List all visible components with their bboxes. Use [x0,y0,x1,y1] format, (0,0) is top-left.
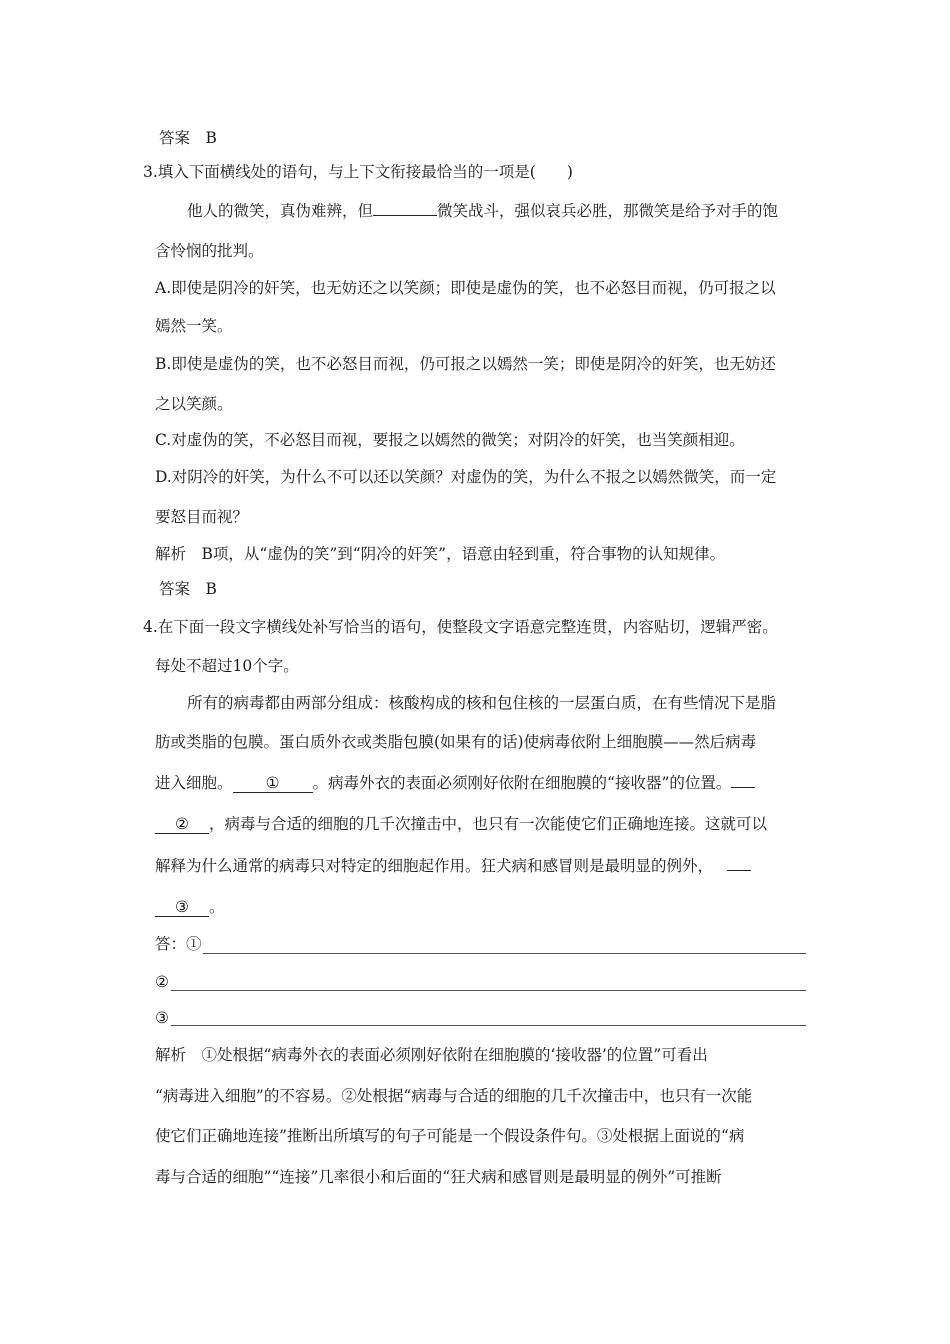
q4-passage-line4 [155,813,767,835]
q3-answer: 答案 B [159,580,217,598]
q3-blank [373,200,437,216]
q4-passage-line4-b: ，病毒与合适的细胞的几千次撞击中，也只有一次能使它们正确地连接。这就可以 [209,815,768,833]
q4-blank-2-start [731,772,755,788]
q3-option-b-line2: 之以笑颜。 [155,395,233,413]
q4-blank-3-start [727,855,751,871]
q3-option-a-line2: 嫣然一笑。 [155,317,233,335]
q3-passage-line2: 含怜悯的批判。 [155,242,264,260]
q3-analysis: 解析 B项，从“虚伪的笑”到“阴冷的奸笑”，语意由轻到重，符合事物的认知规律。 [155,545,726,563]
q4-passage-line1: 所有的病毒都由两部分组成：核酸构成的核和包住核的一层蛋白质，在有些情况下是脂 [187,694,777,712]
q4-passage-line5 [155,855,751,877]
q4-blank-3: ③ [155,898,209,917]
q4-stem-line1: 4.在下面一段文字横线处补写恰当的语句，使整段文字语意完整连贯，内容贴切，逻辑严密。 [143,618,778,636]
q3-passage-part-a: 他人的微笑，真伪难辨，但 [187,202,374,220]
q4-answer-label-3: ③ [155,1009,169,1027]
q3-option-a-line1: A.即使是阴冷的奸笑，也无妨还之以笑颜；即使是虚伪的笑，也不必怒目而视，仍可报之以 [155,279,776,297]
q4-passage-line6 [155,896,225,918]
q4-passage-line3-b: 。病毒外衣的表面必须刚好依附在细胞膜的“接收器”的位置。 [312,774,732,792]
q4-passage-line2: 肪或类脂的包膜。蛋白质外衣或类脂包膜(如果有的话)使病毒依附上细胞膜——然后病毒 [155,733,757,751]
q4-blank-2: ② [155,815,209,834]
q4-answer-line-2[interactable] [171,990,806,991]
q4-passage-line6-b: 。 [209,898,225,916]
q4-blank-1: ① [233,774,313,793]
q4-analysis-line1: 解析 ①处根据“病毒外衣的表面必须刚好依附在细胞膜的‘接收器’的位置”可看出 [155,1046,708,1064]
q4-analysis-line2: “病毒进入细胞”的不容易。②处根据“病毒与合适的细胞的几千次撞击中，也只有一次能 [155,1087,753,1105]
q4-answer-label-1: 答：① [155,935,202,953]
q4-answer-label-2: ② [155,973,169,991]
q3-option-b-line1: B.即使是虚伪的笑，也不必怒目而视，仍可报之以嫣然一笑；即使是阴冷的奸笑，也无妨还 [155,355,776,373]
q4-stem-line2: 每处不超过10个字。 [155,657,299,675]
q4-passage-line3 [155,772,755,794]
q4-passage-line3-a: 进入细胞。 [155,774,233,792]
q3-passage-part-b: 微笑战斗，强似哀兵必胜，那微笑是给予对手的饱 [437,202,779,220]
q2-answer: 答案 B [159,129,217,147]
q3-option-d-line1: D.对阴冷的奸笑，为什么不可以还以笑颜？对虚伪的笑，为什么不报之以嫣然微笑，而一定 [155,468,777,486]
q4-analysis-line4: 毒与合适的细胞”“连接”几率很小和后面的“狂犬病和感冒则是最明显的例外”可推断 [155,1168,722,1186]
q3-option-c: C.对虚伪的笑，不必怒目而视，要报之以嫣然的微笑；对阴冷的奸笑，也当笑颜相迎。 [155,431,745,449]
q4-answer-line-3[interactable] [171,1025,806,1026]
q4-passage-line5-a: 解释为什么通常的病毒只对特定的细胞起作用。狂犬病和感冒则是最明显的例外， [155,857,714,875]
q3-option-d-line2: 要怒目而视？ [155,508,249,526]
q4-answer-line-1[interactable] [203,953,806,954]
q3-passage-line1 [187,200,778,222]
q3-stem: 3.填入下面横线处的语句，与上下文衔接最恰当的一项是( ) [143,163,573,181]
q4-analysis-line3: 使它们正确地连接”推断出所填写的句子可能是一个假设条件句。③处根据上面说的“病 [155,1127,745,1145]
